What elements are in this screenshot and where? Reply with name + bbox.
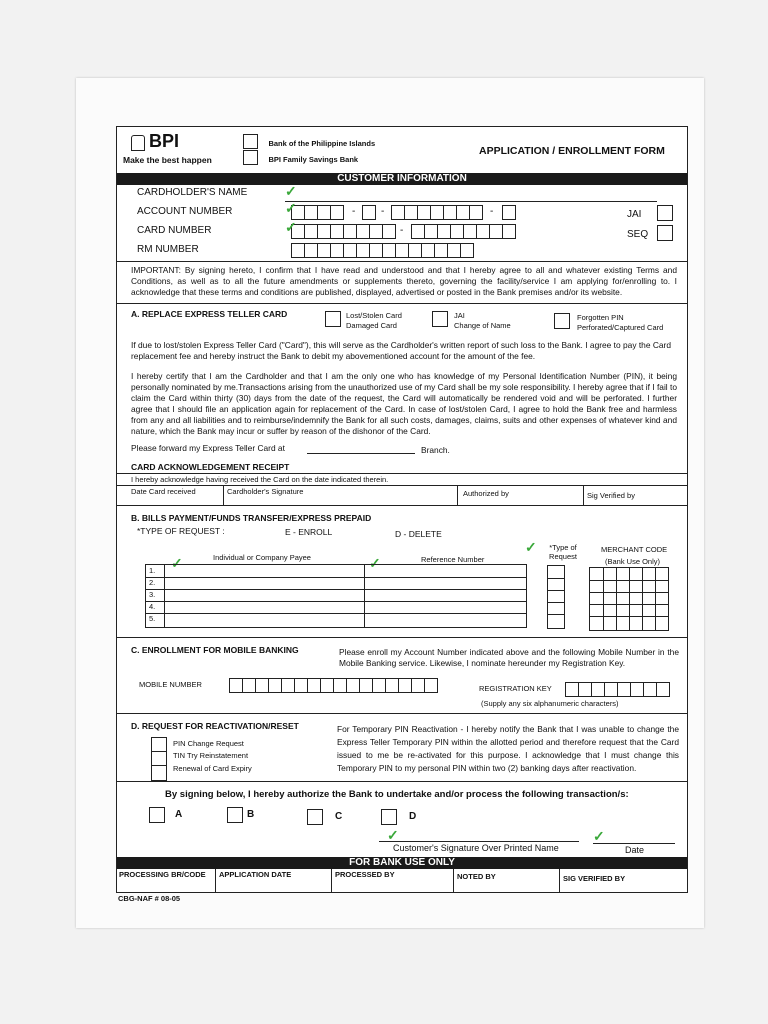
authorized-by-label: Authorized by [463, 489, 509, 498]
section-b-title: B. BILLS PAYMENT/FUNDS TRANSFER/EXPRESS PREPAID [131, 513, 372, 523]
reference-column-header: Reference Number [421, 555, 485, 564]
sig-verified-by: SIG VERIFIED BY [563, 874, 626, 883]
auth-c-checkbox[interactable] [307, 809, 323, 825]
payee-column-header: Individual or Company Payee [213, 553, 311, 562]
section-a-para2: I hereby certify that I am the Cardholder and that I am the only one who has knowledge of my Personal Identification Number (PIN), it being personally nominated by me.Transactions arising from the unauthorized use of my Card shall be my sole responsibility. I hereby agree that if I fail to claim the Card within thirty (30) days from the date of the request, the Card will automatically be rendered void and will be perforated. I further agree that I should file an application again for replacement of the Card. In case of lost/stolen Card, I agree to hold the Bank free and harmless from any and all liabilities and to reimburse/indemnify the Bank for all such costs, damages, claims, suits and other expenses of whatever kind and nature, which the Bank may incur or suffer by reason of the dishonor of the Card. [131, 371, 677, 436]
seq-label: SEQ [627, 229, 649, 240]
check-mark: ✓ [285, 183, 297, 199]
application-date: APPLICATION DATE [219, 870, 292, 879]
card-number-cells-1[interactable] [291, 224, 395, 239]
logo-text: BPI [149, 131, 180, 151]
registration-key-cells[interactable] [565, 682, 669, 697]
merchant-code-grid[interactable] [589, 567, 669, 631]
date-label: Date [625, 845, 645, 855]
authorize-text: By signing below, I hereby authorize the Bank to undertake and/or process the following transaction/s: [165, 789, 629, 800]
account-number-cells-2[interactable] [362, 205, 375, 220]
account-number-cells-3[interactable] [391, 205, 482, 220]
auth-b-checkbox[interactable] [227, 807, 243, 823]
date-line[interactable] [593, 843, 675, 844]
section-a-para1: If due to lost/stolen Express Teller Card ("Card"), this will serve as the Cardholder's written report of such loss to the Bank. I agree to pay the Card replacement fee and hereby instruct the Bank to debit my abovementioned account for the amount of the fee. [131, 340, 671, 361]
lost-stolen-checkbox[interactable] [325, 311, 341, 327]
cardholder-name-field[interactable] [285, 201, 657, 202]
tagline: Make the best happen [123, 155, 212, 165]
form-title: APPLICATION / ENROLLMENT FORM [479, 145, 665, 157]
bfsb-checkbox[interactable] [243, 150, 258, 165]
customer-info-bar: CUSTOMER INFORMATION [117, 173, 687, 185]
bank-use-only-note: (Bank Use Only) [605, 557, 661, 566]
jai-box[interactable] [657, 205, 673, 221]
merchant-code-header: MERCHANT CODE [601, 545, 668, 554]
auth-d-checkbox[interactable] [381, 809, 397, 825]
noted-by: NOTED BY [457, 872, 496, 881]
forward-card-label: Please forward my Express Teller Card at [131, 443, 285, 453]
registration-key-label: REGISTRATION KEY [479, 684, 552, 693]
registration-key-note: (Supply any six alphanumeric characters) [481, 699, 619, 708]
form-code: CBG-NAF # 08-05 [118, 894, 181, 903]
type-request-column[interactable] [547, 565, 565, 629]
section-d-title: D. REQUEST FOR REACTIVATION/RESET [131, 721, 299, 731]
application-form: BPI Make the best happen Bank of the Philippine Islands BPI Family Savings Bank APPLICATION / ENROLLMENT FORM CUSTOMER INFORMATION CARDHOLDER'S NAME ✓ ACCOUNT NUMBER - - - JAI ✓ CARD NUMBER - SEQ ✓ RM NUMBER IMPORTANT: By signing hereto, I confirm that I have read and understood and that I hereby agree to all and whatever existing Terms and Conditions, as well as to all the future amendments or supplements thereto, governing the facility/service I am applying for/enrolling to. I acknowledge that these terms and conditions are published, displayed, advertised or posted in the Bank premises and/or its website. A. REPLACE EXPRESS TELLER CARD Lost/Stolen Card Damaged Card JAI Change of Name Forgotten PIN Perforated/Captured Card If due to lost/stolen Express Teller Card ("Card"), this will serve as the Cardholder's written report of such loss to the Bank. I agree to pay the Card replacement fee and hereby instruct the Bank to debit my abovementioned account for the amount of the fee. I hereby certify that I am the Cardholder and that I am the only one who has knowledge of my Personal Identification Number (PIN), it being personally nominated by me.Transactions arising from the unauthorized use of my Card shall be my sole responsibility. I hereby agree that if I fail to claim the Card within thirty (30) days from the date of the request, the Card will automatically be rendered void and will be perforated. I further agree that I should file an application again for replacement of the Card. In case of lost/stolen Card, I agree to hold the Bank free and harmless from any and all liabilities and to reimburse/indemnify the Bank for all such costs, damages, claims, suits and other expenses of whatever kind and nature, which the Bank may incur or suffer by reason of the dishonor of the Card. Please forward my Express Teller Card at Branch. CARD ACKNOWLEDGEMENT RECEIPT I hereby acknowledge having received the Card on the date indicated therein. Date Card received Cardholder's Signature Authorized by Sig Verified by B. BILLS PAYMENT/FUNDS TRANSFER/EXPRESS PREPAID *TYPE OF REQUEST : E - ENROLL D - DELETE Individual or Company Payee Reference Number *Type of Request MERCHANT CODE (Bank Use Only) ✓ ✓ ✓ 1. 2. 3. 4. 5. C. ENROLLMENT FOR MOBILE BANKING Please enroll my Account Number indicated above and the following Mobile Number in the Mobile Banking service. Likewise, I nominate hereunder my Registration Key. MOBILE NUMBER REGISTRATION KEY (Supply any six alphanumeric characters) D. REQUEST FOR REACTIVATION/RESET PIN Change Request TIN Try Reinstatement Renewal of Card Expiry For Temporary PIN Reactivation - I hereby notify the Bank that I was unable to change the Express Teller Temporary PIN within the allotted period and therefore request that the Card issued to me be re-activated for this purpose. I acknowledge that I must change this Temporary PIN to my personal PIN within two (2) banking days after reactivation. By signing below, I hereby authorize the Bank to undertake and/or process the following transaction/s: A B C D ✓ Customer's Signature Over Printed Name ✓ Date FOR BANK USE ONLY PROCESSING BR/CODE APPLICATION DATE PROCESSED BY NOTED BY SIG VERIFIED BY [116, 126, 688, 893]
table-row[interactable]: 5. [149, 614, 156, 623]
date-received-label: Date Card received [131, 487, 196, 496]
auth-a-checkbox[interactable] [149, 807, 165, 823]
card-number-label: CARD NUMBER [137, 225, 212, 236]
bank-building-icon [131, 135, 145, 151]
mobile-number-label: MOBILE NUMBER [139, 680, 202, 689]
mobile-number-cells[interactable] [229, 678, 437, 693]
processed-by: PROCESSED BY [335, 870, 395, 879]
account-number-label: ACCOUNT NUMBER [137, 206, 233, 217]
ack-text: I hereby acknowledge having received the Card on the date indicated therein. [131, 475, 389, 484]
bank-option-bpi[interactable]: Bank of the Philippine Islands [243, 133, 375, 151]
jai-label: JAI [627, 209, 642, 220]
sig-verified-label: Sig Verified by [587, 491, 635, 500]
signature-label: Customer's Signature Over Printed Name [393, 843, 559, 853]
branch-label: Branch. [421, 445, 450, 455]
account-number-cells-1[interactable] [291, 205, 343, 220]
enroll-legend: E - ENROLL [285, 527, 333, 537]
account-number-cells-4[interactable] [502, 205, 515, 220]
ack-title: CARD ACKNOWLEDGEMENT RECEIPT [131, 462, 290, 472]
table-row[interactable]: 4. [149, 602, 156, 611]
seq-box[interactable] [657, 225, 673, 241]
cardholder-signature-label: Cardholder's Signature [227, 487, 304, 496]
jai-checkbox[interactable] [432, 311, 448, 327]
renewal-expiry-checkbox[interactable] [151, 765, 167, 781]
section-a-title: A. REPLACE EXPRESS TELLER CARD [131, 309, 288, 319]
cardholder-name-label: CARDHOLDER'S NAME [137, 187, 248, 198]
signature-line[interactable] [379, 841, 579, 842]
section-d-text: For Temporary PIN Reactivation - I hereby notify the Bank that I was unable to change the Express Teller Temporary PIN within the allotted period and therefore request that the Card issued to me be re-activated for this purpose. I acknowledge that I must change this Temporary PIN to my personal PIN within two (2) banking days after reactivation. [337, 724, 679, 773]
type-column-header: *Type of Request [549, 543, 577, 561]
table-row[interactable]: 2. [149, 578, 156, 587]
bank-option-bfsb[interactable]: BPI Family Savings Bank [243, 149, 358, 167]
processing-br-code: PROCESSING BR/CODE [119, 870, 206, 879]
type-of-request-label: *TYPE OF REQUEST : [137, 526, 225, 536]
rm-number-label: RM NUMBER [137, 244, 199, 255]
section-c-title: C. ENROLLMENT FOR MOBILE BANKING [131, 645, 299, 655]
delete-legend: D - DELETE [395, 529, 442, 539]
table-row[interactable]: 1. [149, 566, 156, 575]
branch-field[interactable] [307, 453, 415, 454]
bpi-checkbox[interactable] [243, 134, 258, 149]
table-row[interactable]: 3. [149, 590, 156, 599]
important-notice: IMPORTANT: By signing hereto, I confirm that I have read and understood and that I hereby agree to all and whatever existing Terms and Conditions, as well as to all the future amendments or supplements thereto, governing the facility/service I am applying for/enrolling to. I acknowledge that these terms and conditions are published, displayed, advertised or posted in the Bank premises and/or its website. [131, 265, 677, 297]
rm-number-cells[interactable] [291, 243, 473, 258]
bank-use-bar: FOR BANK USE ONLY [117, 857, 687, 869]
forgotten-pin-checkbox[interactable] [554, 313, 570, 329]
payee-table [145, 564, 527, 628]
section-c-text: Please enroll my Account Number indicated above and the following Mobile Number in the Mobile Banking service. Likewise, I nominate hereunder my Registration Key. [339, 647, 679, 668]
card-number-cells-2[interactable] [411, 224, 515, 239]
